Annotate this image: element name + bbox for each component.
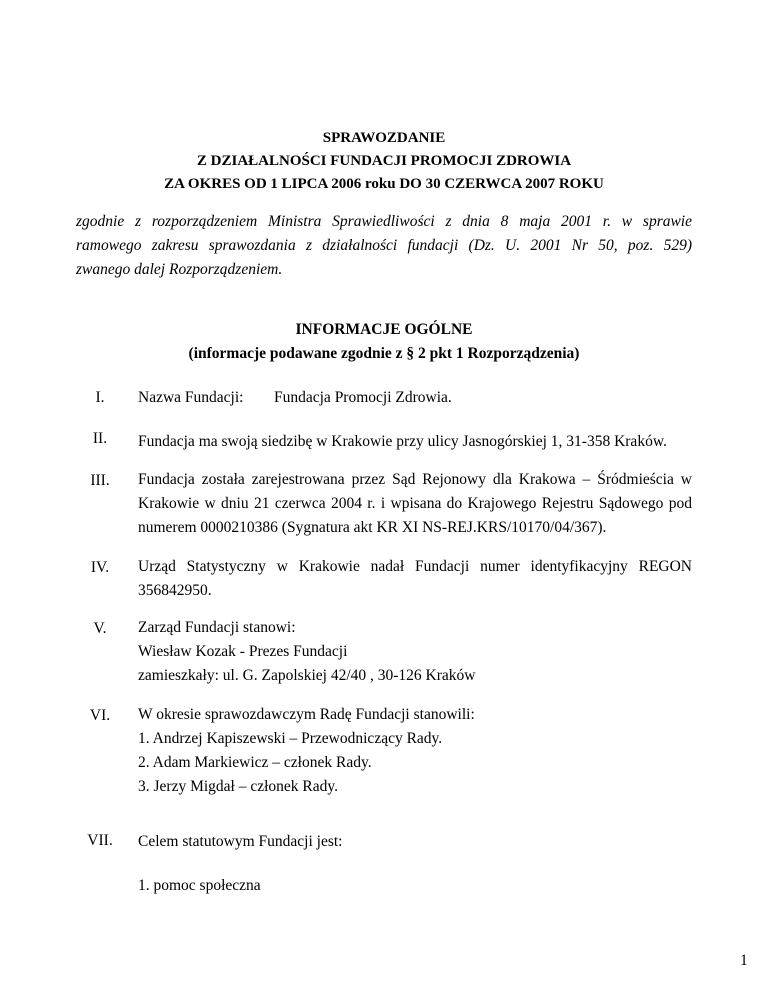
item-line: Urząd Statystyczny w Krakowie nadał Fundacji numer identyfikacyjny REGON [138,558,692,575]
item-line: zamieszkały: ul. G. Zapolskiej 42/40 , 30-126 Kraków [138,667,476,684]
section-title: INFORMACJE OGÓLNE [295,321,473,338]
item-line: Fundacja została zarejestrowana przez Sąd Rejonowy dla Krakowa – Śródmieścia w [138,471,692,488]
item-line: 356842950. [138,582,212,599]
item-text: Fundacja ma swoją siedzibę w Krakowie przy ulicy Jasnogórskiej 1, 31-358 Kraków. [138,433,667,450]
list-item: 3. Jerzy Migdał – członek Rady. [138,778,339,795]
item-numeral: IV. [90,559,110,576]
intro-paragraph [76,210,692,282]
list-item: 1. pomoc społeczna [138,877,261,894]
item-text: Celem statutowym Fundacji jest: [138,833,343,850]
list-item: 2. Adam Markiewicz – członek Rady. [138,754,372,771]
item-numeral: II. [92,430,108,447]
item-numeral: V. [93,620,107,637]
fundation-name-label: Nazwa Fundacji: [138,389,244,406]
item-text [138,555,692,603]
page-number: 1 [740,952,748,969]
section-subtitle: (informacje podawane zgodnie z § 2 pkt 1 Rozporządzenia) [188,345,580,362]
item-line: W okresie sprawozdawczym Radę Fundacji stanowili: [138,706,475,723]
report-period: ZA OKRES OD 1 LIPCA 2006 roku DO 30 CZERWCA 2007 ROKU [164,176,604,192]
item-numeral: VI. [89,707,111,724]
item-line: numerem 0000210386 (Sygnatura akt KR XI NS-REJ.KRS/10170/04/367). [138,519,607,536]
item-numeral: VII. [87,832,113,849]
item-line: Wiesław Kozak - Prezes Fundacji [138,643,348,660]
report-subtitle: Z DZIAŁALNOŚCI FUNDACJI PROMOCJI ZDROWIA [196,153,572,169]
report-title: SPRAWOZDANIE [322,130,446,146]
item-text [138,703,692,799]
intro-line: ramowego zakresu sprawozdania z działalności fundacji (Dz. U. 2001 Nr 50, poz. 529) [76,237,692,254]
fundation-name-value: Fundacja Promocji Zdrowia. [274,389,452,406]
item-numeral: III. [90,472,110,489]
item-line: Zarząd Fundacji stanowi: [138,619,296,636]
list-item: 1. Andrzej Kapiszewski – Przewodniczący Rady. [138,730,443,747]
intro-line: zwanego dalej Rozporządzeniem. [76,261,283,278]
item-line: Krakowie w dniu 21 czerwca 2004 r. i wpisana do Krajowego Rejestru Sądowego pod [138,495,692,512]
item-text [138,468,692,540]
intro-line: zgodnie z rozporządzeniem Ministra Sprawiedliwości z dnia 8 maja 2001 r. w sprawie [76,213,692,230]
item-numeral: I. [95,389,105,406]
item-text [138,616,692,688]
